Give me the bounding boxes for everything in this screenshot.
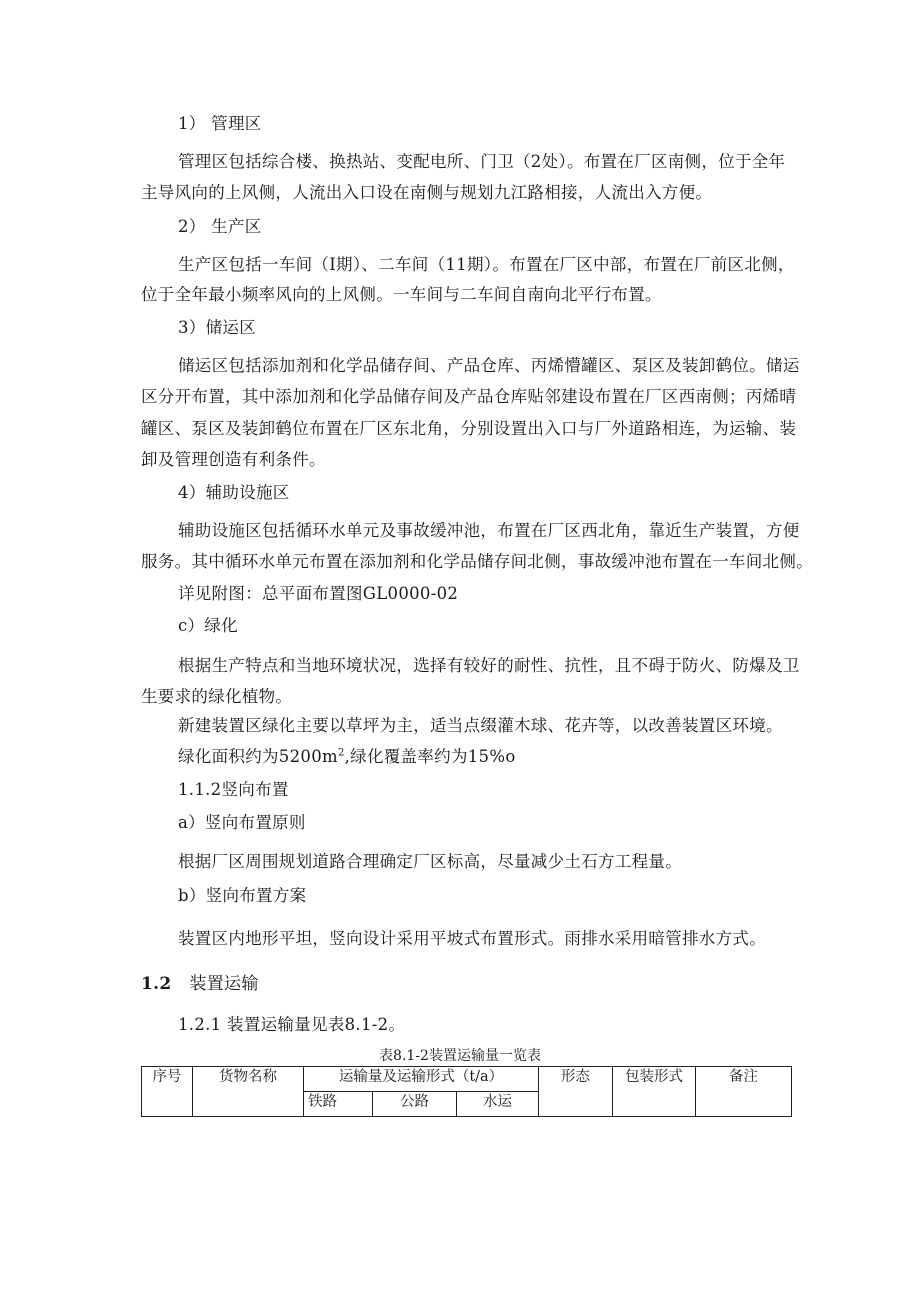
heading-greening: c）绿化 <box>178 616 238 635</box>
storage-text-line-1: 储运区包括添加剂和化学品储存间、产品仓库、丙烯懵罐区、泵区及装卸鹤位。储运 <box>178 356 800 375</box>
header-transport-volume: 运输量及运输形式（t/a） <box>304 1067 539 1092</box>
management-text-line-1: 管理区包括综合楼、换热站、变配电所、门卫（2处）。布置在厂区南侧，位于全年 <box>178 152 786 171</box>
header-seq: 序号 <box>142 1067 193 1117</box>
header-form: 形态 <box>539 1067 613 1117</box>
transport-volume-table <box>141 1066 792 1117</box>
heading-vertical-layout: 1.1.2竖向布置 <box>178 780 289 799</box>
vertical-scheme-text: 装置区内地形平坦，竖向设计采用平坡式布置形式。雨排水采用暗管排水方式。 <box>178 929 766 948</box>
header-waterway: 水运 <box>457 1092 539 1117</box>
production-text-line-1: 生产区包括一车间（I期）、二车间（11期）。布置在厂区中部，布置在厂前区北侧， <box>178 255 795 274</box>
section-number: 1.2 <box>141 974 172 994</box>
greening-area-text: 绿化面积约为$5200m^2$,绿化覆盖率约为15%o <box>178 747 516 766</box>
storage-text-line-3: 罐区、泵区及装卸鹤位布置在厂区东北角，分别设置出入口与厂外道路相连，为运输、装 <box>141 419 797 438</box>
vertical-principle-text: 根据厂区周围规划道路合理确定厂区标高，尽量减少土石方工程量。 <box>178 852 682 871</box>
greening-lawn-text: 新建装置区绿化主要以草坪为主，适当点缀灌木球、花卉等，以改善装置区环境。 <box>178 716 783 735</box>
production-text-line-2: 位于全年最小频率风向的上风侧。一车间与二车间自南向北平行布置。 <box>141 285 662 304</box>
storage-text-line-4: 卸及管理创造有利条件。 <box>141 450 326 469</box>
header-packaging: 包装形式 <box>613 1067 696 1117</box>
heading-vertical-scheme: b）竖向布置方案 <box>178 886 307 905</box>
table-caption: 表8.1-2装置运输量一览表 <box>379 1048 541 1064</box>
heading-management-area: 1） 管理区 <box>178 114 262 133</box>
auxiliary-text-line-2: 服务。其中循环水单元布置在添加剂和化学品储存间北侧，事故缓冲池布置在一车间北侧。 <box>141 552 813 571</box>
layout-drawing-reference: 详见附图：总平面布置图GL0000-02 <box>178 584 459 603</box>
heading-auxiliary-area: 4）辅助设施区 <box>178 483 290 502</box>
header-railway: 铁路 <box>304 1092 373 1117</box>
management-text-line-2: 主导风向的上风侧，人流出入口设在南侧与规划九江路相接，人流出入方便。 <box>141 183 713 202</box>
header-note: 备注 <box>696 1067 792 1117</box>
header-cargo-name: 货物名称 <box>193 1067 304 1117</box>
auxiliary-text-line-1: 辅助设施区包括循环水单元及事故缓冲池，布置在厂区西北角，靠近生产装置，方便 <box>178 521 800 540</box>
table-header-row <box>142 1067 792 1092</box>
heading-storage-area: 3）储运区 <box>178 318 256 337</box>
greening-text-line-2: 生要求的绿化植物。 <box>141 687 293 706</box>
storage-text-line-2: 区分开布置，其中添加剂和化学品储存间及产品仓库贴邻建设布置在厂区西南侧；丙烯晴 <box>141 387 797 406</box>
transport-volume-reference: 1.2.1 装置运输量见表8.1-2。 <box>178 1015 406 1034</box>
heading-production-area: 2） 生产区 <box>178 217 262 236</box>
header-road: 公路 <box>373 1092 457 1117</box>
greening-text-line-1: 根据生产特点和当地环境状况，选择有较好的耐性、抗性，且不碍于防火、防爆及卫 <box>178 656 800 675</box>
section-heading <box>141 974 259 994</box>
section-title: 装置运输 <box>189 974 259 994</box>
heading-vertical-principle: a）竖向布置原则 <box>178 813 306 832</box>
